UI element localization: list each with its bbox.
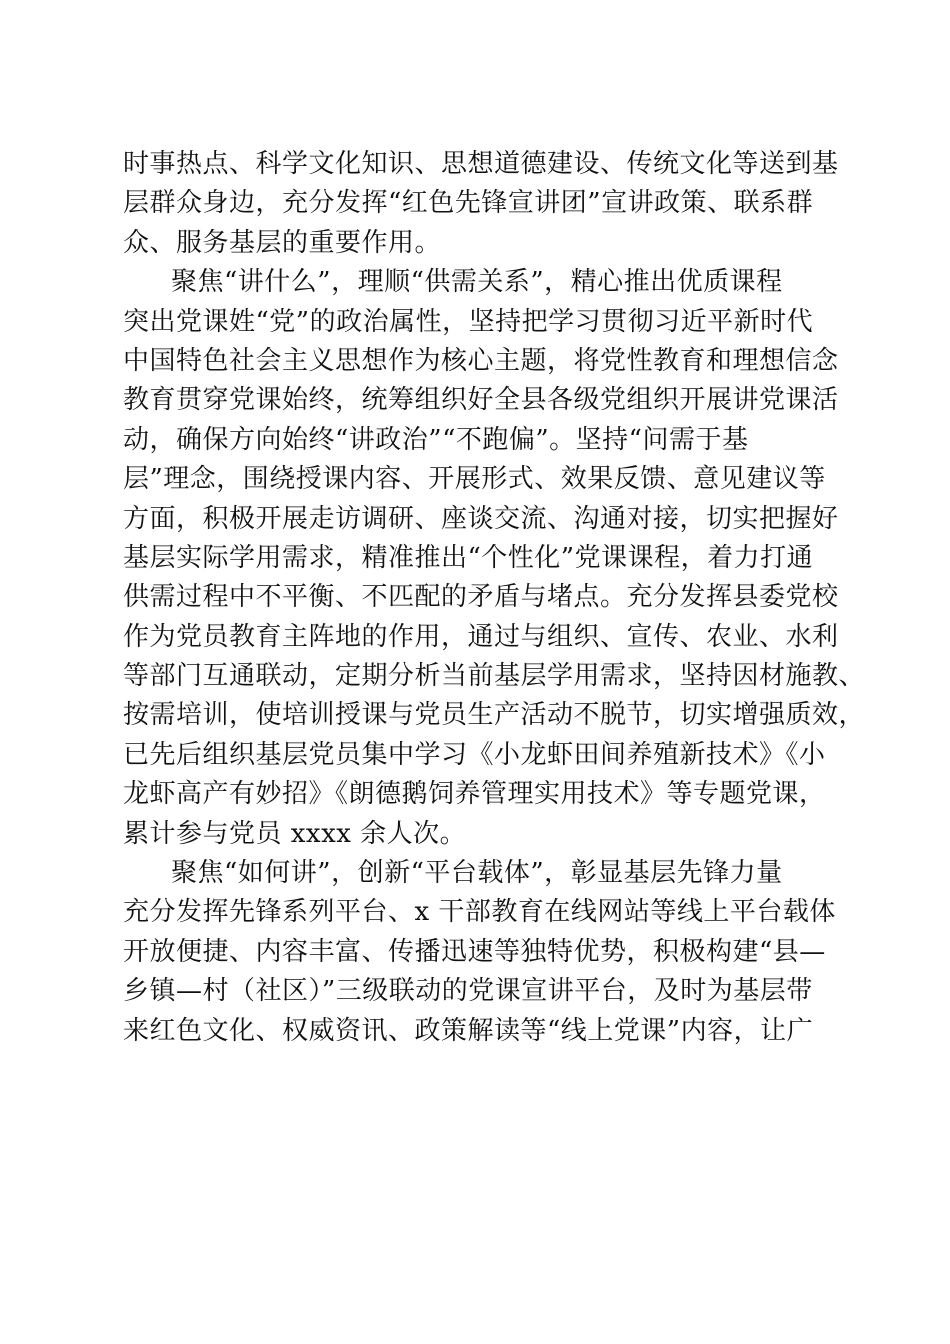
section-heading: 聚焦“如何讲”，创新“平台载体”，彰显基层先锋力量 <box>171 858 783 889</box>
text-line: 作为党员教育主阵地的作用，通过与组织、宣传、农业、水利 <box>123 621 839 652</box>
text-line: 方面，积极开展走访调研、座谈交流、沟通对接，切实把握好 <box>123 503 839 534</box>
text-line: 众、服务基层的重要作用。 <box>123 227 442 258</box>
text-line: 已先后组织基层党员集中学习《小龙虾田间养殖新技术》《小 <box>123 739 826 770</box>
text-line: 供需过程中不平衡、不匹配的矛盾与堵点。充分发挥县委党校 <box>123 582 839 613</box>
text-line: 教育贯穿党课始终，统筹组织好全县各级党组织开展讲党课活 <box>123 385 839 416</box>
section-heading: 聚焦“讲什么”，理顺“供需关系”，精心推出优质课程 <box>171 267 783 298</box>
text-line: 等部门互通联动，定期分析当前基层学用需求，坚持因材施教、 <box>123 661 866 692</box>
text-line: 龙虾高产有妙招》《朗德鹅饲养管理实用技术》等专题党课， <box>123 779 826 810</box>
body-text <box>123 145 866 1051</box>
text-line: 层群众身边，充分发挥“红色先锋宣讲团”宣讲政策、联系群 <box>123 188 814 219</box>
text-line: 动，确保方向始终“讲政治”“不跑偏”。坚持“问需于基 <box>123 424 749 455</box>
text-line: 中国特色社会主义思想作为核心主题，将党性教育和理想信念 <box>123 345 839 376</box>
text-line: 来红色文化、权威资讯、政策解读等“线上党课”内容，让广 <box>123 1015 814 1046</box>
text-line: 充分发挥先锋系列平台、x 干部教育在线网站等线上平台载体 <box>123 897 836 928</box>
text-line: 累计参与党员 xxxx 余人次。 <box>123 818 467 849</box>
text-line: 突出党课姓“党”的政治属性，坚持把学习贯彻习近平新时代 <box>123 306 814 337</box>
text-line: 按需培训，使培训授课与党员生产活动不脱节，切实增强质效， <box>123 700 866 731</box>
text-line: 开放便捷、内容丰富、传播迅速等独特优势，积极构建“县— <box>123 936 826 967</box>
text-line: 时事热点、科学文化知识、思想道德建设、传统文化等送到基 <box>123 149 839 179</box>
text-line: 乡镇—村（社区）”三级联动的党课宣讲平台，及时为基层带 <box>123 976 813 1007</box>
text-line: 层”理念，围绕授课内容、开展形式、效果反馈、意见建议等 <box>123 464 826 495</box>
text-line: 基层实际学用需求，精准推出“个性化”党课课程，着力打通 <box>123 542 814 573</box>
